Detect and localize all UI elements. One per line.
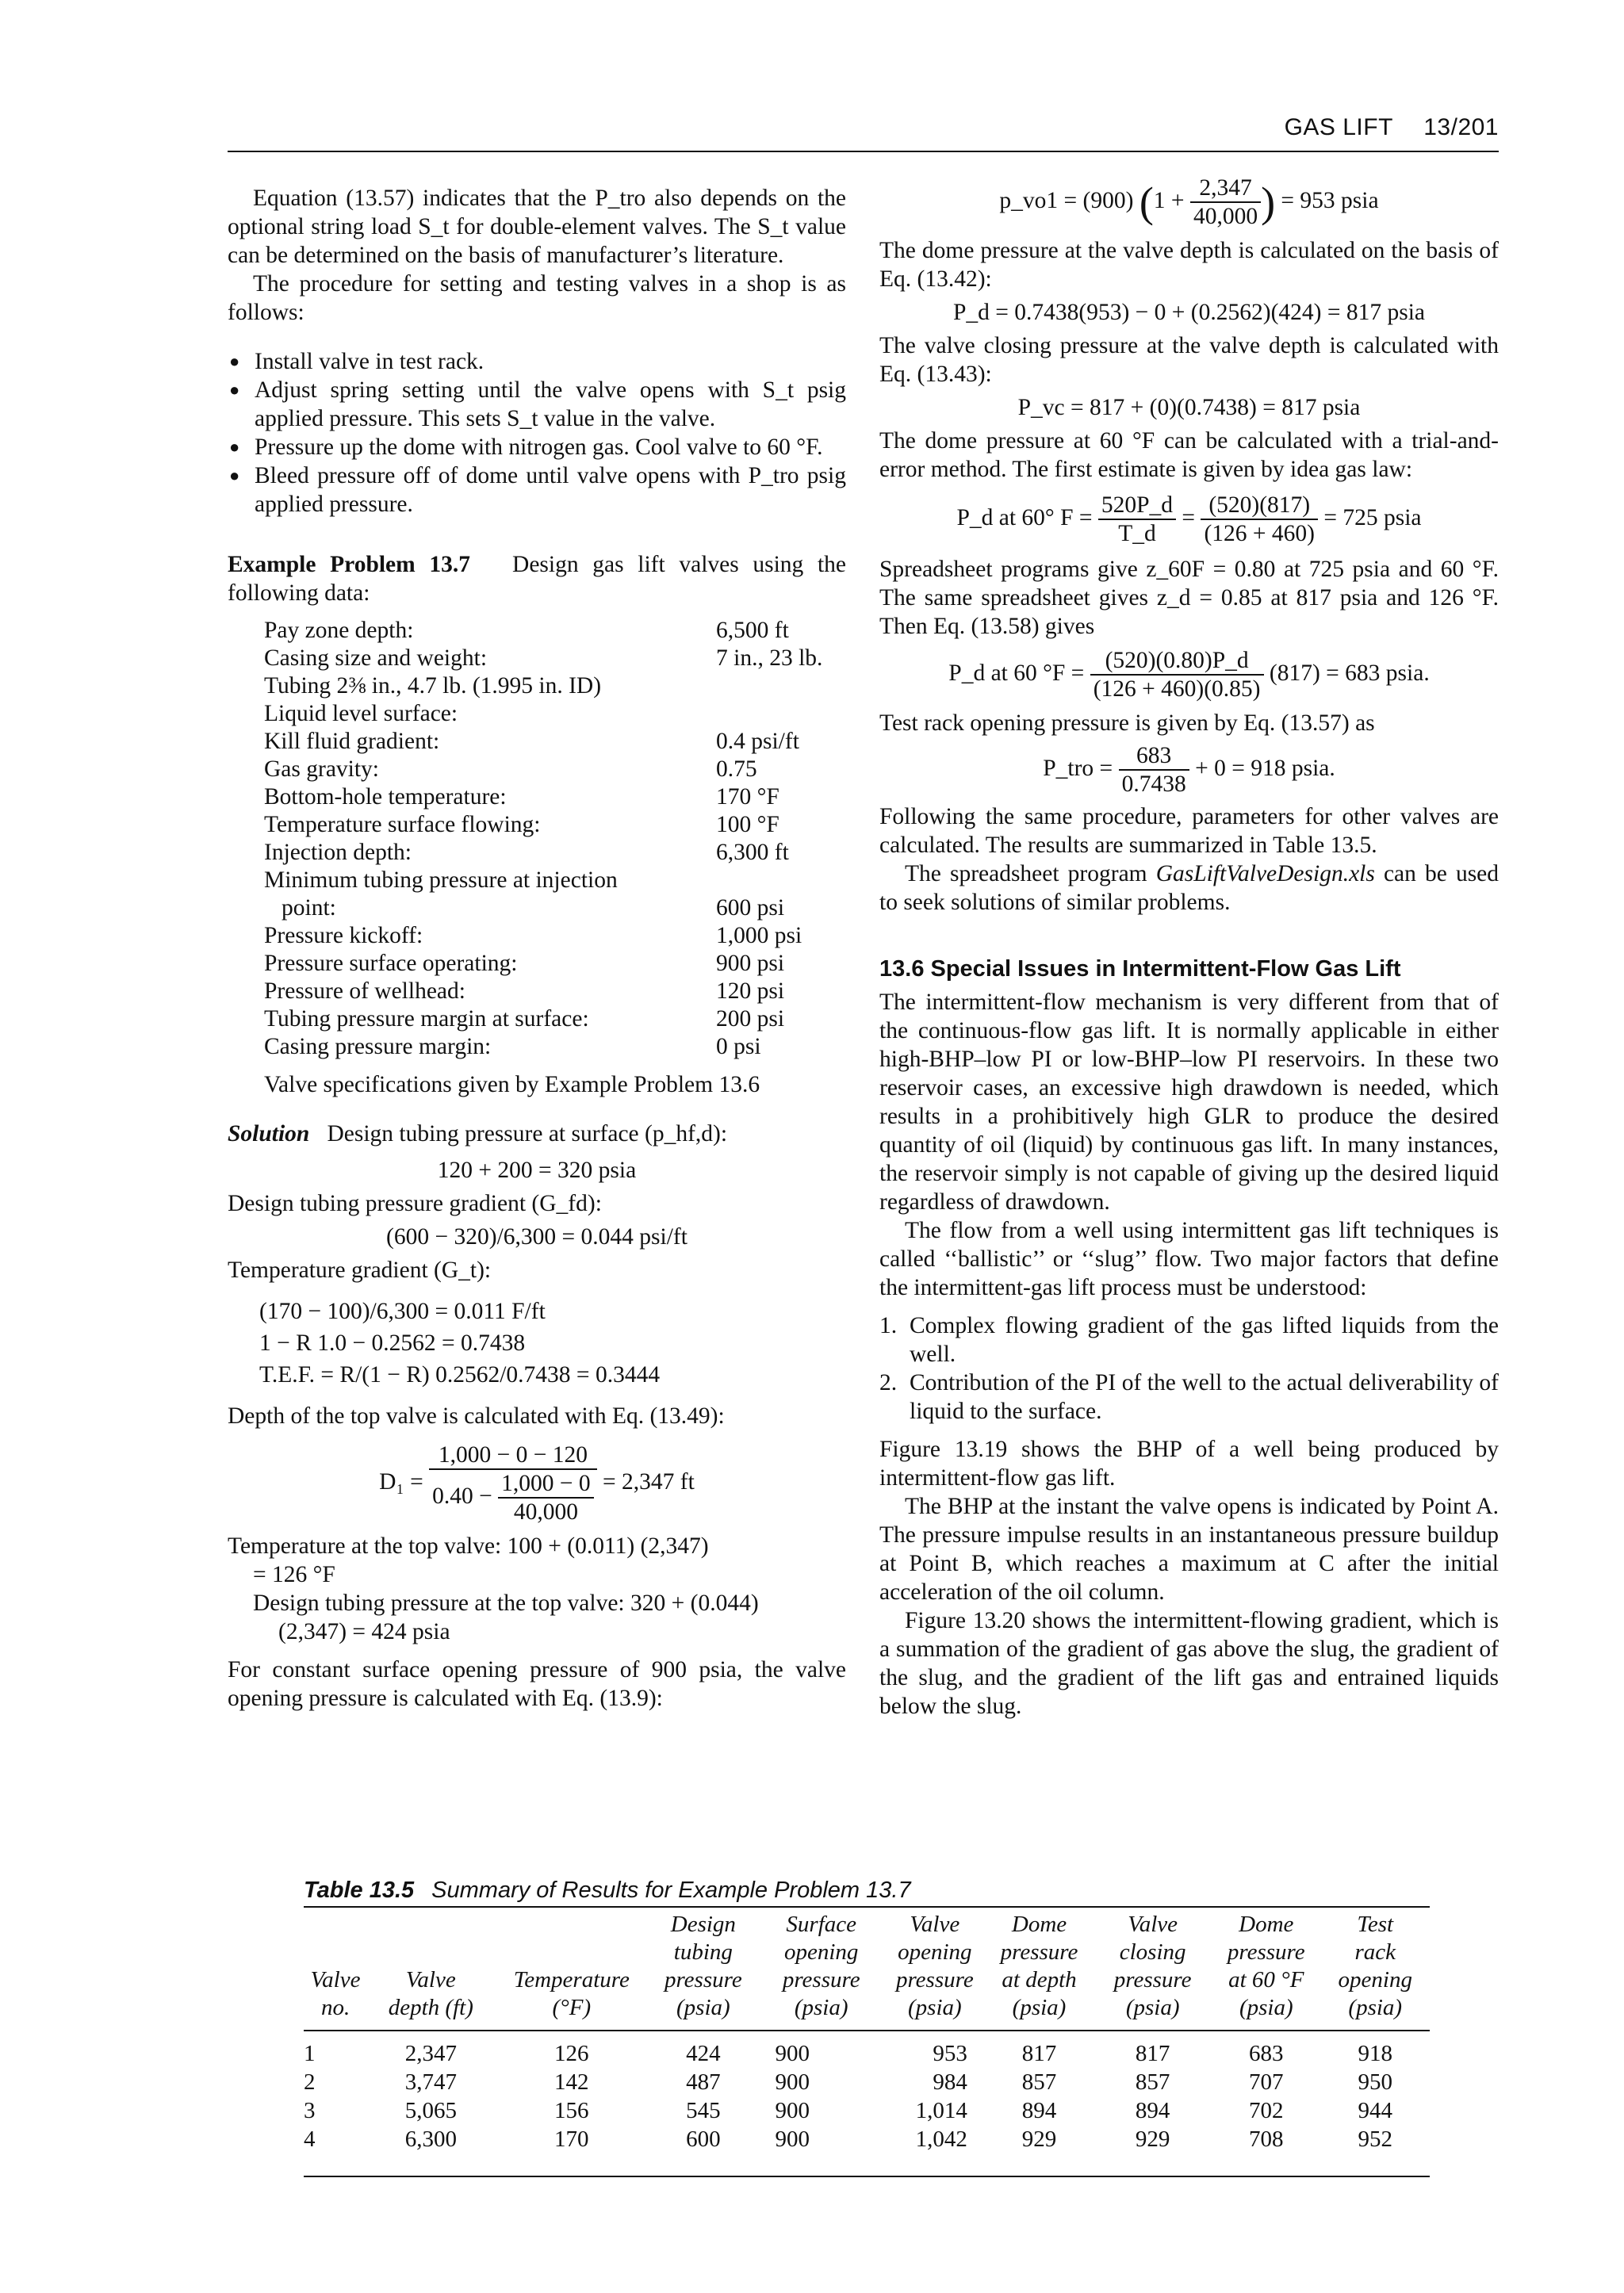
column-header: pressure (1000, 1939, 1078, 1965)
column-header: (°F) (552, 1995, 592, 2020)
equation-result: = 725 psia (1323, 504, 1422, 530)
table-number: Table 13.5 (304, 1878, 415, 1903)
solution-line (228, 1120, 846, 1148)
fraction (1190, 174, 1261, 230)
example-heading (228, 550, 846, 607)
corrected-dome-equation (879, 647, 1499, 702)
column-header: pressure (1227, 1939, 1305, 1965)
given-label: Injection depth: (264, 840, 412, 865)
right-column (879, 175, 1500, 1721)
paragraph: The intermittent-flow mechanism is very different from that of the continuous-flow gas lift. It is normally applicable in either high-BHP–low PI or low-BHP–low PI reservoirs. In these two reservoir cases, an excessive high drawdown is needed, which results in a prohibitively high GLR to produce the desired quantity of oil (liquid) by continuous gas lift. In many instances, the reservoir simply is not capable of giving up the desired liquid regardless of drawdown. (879, 990, 1499, 1215)
numerator: 1,000 − 0 − 120 (429, 1441, 597, 1470)
denominator (429, 1470, 597, 1525)
fraction (1098, 492, 1176, 547)
given-row (264, 867, 851, 894)
equation: 1 − R 1.0 − 0.2562 = 0.7438 (259, 1330, 526, 1356)
equation: P_d = 0.7438(953) − 0 + (0.2562)(424) = 817 psia (952, 300, 1426, 325)
column-header: Dome (1239, 1912, 1294, 1937)
given-label: Tubing 2⅜ in., 4.7 lb. (1.995 in. ID) (264, 673, 602, 699)
paragraph: The dome pressure at 60 °F can be calculated with a trial-and-error method. The first estimate is given by idea gas law: (879, 428, 1499, 482)
solution-text: Design tubing pressure at surface (p_hf,d): (327, 1121, 728, 1146)
given-label: Pressure surface operating: (264, 951, 518, 976)
equation-label: P_tro = (1043, 755, 1113, 781)
table-cell: 950 (1358, 2069, 1392, 2095)
table-cell: 929 (1021, 2126, 1057, 2152)
list-number: 2. (879, 1370, 898, 1395)
equation-label: P_d at 60 °F = (948, 660, 1085, 686)
given-row (264, 728, 851, 756)
table-cell: 156 (554, 2098, 589, 2123)
table-cell: 1 (304, 2041, 316, 2066)
given-value: 600 psi (716, 895, 785, 921)
valve-opening-equation: p_vo1 = (900) (1 + $\frac{2,347}{40,000}$ ) = 953 psia (999, 175, 1379, 229)
given-value: 6,300 ft (716, 840, 789, 865)
spreadsheet-filename: GasLiftValveDesign.xls (1155, 861, 1375, 886)
table-cell: 683 (1249, 2041, 1284, 2066)
section-heading: 13.6 Special Issues in Intermittent-Flow Gas Lift (879, 956, 1401, 982)
column-header: pressure (895, 1967, 974, 1992)
table-row (304, 2039, 1430, 2068)
numerator: 520P_d (1098, 492, 1176, 520)
equation-result: (817) = 683 psia. (1269, 660, 1430, 686)
equation-label: p_vo1 = (900) (999, 187, 1134, 213)
column-header: closing (1119, 1939, 1186, 1965)
table-row (304, 2068, 1430, 2096)
given-label: Casing size and weight: (264, 645, 488, 671)
given-label: Liquid level surface: (264, 701, 458, 726)
paragraph: The dome pressure at the valve depth is calculated on the basis of Eq. (13.42): (879, 238, 1499, 292)
table-header-rule (304, 2030, 1430, 2031)
paragraph: (2,347) = 424 psia (278, 1619, 450, 1644)
column-header: depth (ft) (388, 1995, 473, 2020)
paragraph: The procedure for setting and testing valves in a shop is as follows: (228, 271, 846, 325)
table-cell: 5,065 (404, 2098, 457, 2123)
table-cell: 894 (1021, 2098, 1057, 2123)
paragraph: Figure 13.20 shows the intermittent-flowing gradient, which is a summation of the gradient of gas above the slug, the gradient of the slug, and the gradient of the lift gas and entrained liquids below the slug. (879, 1608, 1499, 1719)
paragraph: Following the same procedure, parameters for other valves are calculated. The results are summarized in Table 13.5. (879, 804, 1499, 858)
table-bottom-rule (304, 2176, 1430, 2177)
paragraph: Design tubing pressure at the top valve: 320 + (0.044) (253, 1591, 759, 1616)
table-cell: 894 (1135, 2098, 1170, 2123)
given-row (264, 672, 851, 700)
given-value: 900 psi (716, 951, 785, 976)
paragraph: = 126 °F (253, 1562, 335, 1587)
given-row (264, 700, 851, 728)
column-header: (psia) (1239, 1995, 1293, 2020)
results-table (304, 1911, 1430, 2153)
header-section: GAS LIFT (1284, 114, 1393, 140)
table-cell: 929 (1135, 2126, 1170, 2152)
table-cell: 984 (933, 2069, 967, 2095)
table-cell: 952 (1358, 2126, 1392, 2152)
given-row (264, 783, 851, 811)
running-header (228, 114, 1499, 152)
table-cell: 857 (1135, 2069, 1170, 2095)
denominator: (126 + 460)(0.85) (1093, 676, 1261, 702)
given-row (264, 1033, 851, 1061)
column-header: rack (1354, 1939, 1396, 1965)
given-value: 0 psi (716, 1034, 761, 1059)
given-value (716, 672, 851, 700)
column-header: opening (1338, 1967, 1412, 1992)
list-text: Complex flowing gradient of the gas lifted liquids from the well. (910, 1313, 1499, 1367)
table-header-row (304, 1911, 1430, 1939)
equation-label: P_d at 60° F = (956, 504, 1093, 530)
table-cell: 707 (1249, 2069, 1284, 2095)
column-header: Valve (1128, 1912, 1178, 1937)
given-value: 0.4 psi/ft (716, 729, 799, 754)
table-cell: 600 (686, 2126, 721, 2152)
depth-equation (228, 1441, 846, 1525)
paragraph: The BHP at the instant the valve opens is indicated by Point A. The pressure impulse results in an instantaneous pressure buildup at Point B, which reaches a maximum at C after the initial acceleration of the oil column. (879, 1494, 1499, 1605)
column-header: Design (670, 1912, 736, 1937)
paragraph: Temperature at the top valve: 100 + (0.011) (2,347) (228, 1533, 709, 1559)
column-header: (psia) (908, 1995, 962, 2020)
column-header (494, 1939, 649, 1966)
example-label: Example Problem 13.7 (228, 552, 471, 577)
numerator: 1,000 − 0 (498, 1470, 594, 1499)
list-text: Contribution of the PI of the well to the actual deliverability of liquid to the surface. (910, 1370, 1499, 1424)
list-item: ● Pressure up the dome with nitrogen gas. Cool valve to 60 °F. (228, 433, 846, 461)
table-cell: 126 (554, 2041, 589, 2066)
list-item: ● Install valve in test rack. (228, 347, 846, 376)
denominator: 0.7438 (1121, 771, 1186, 797)
given-value: 7 in., 23 lb. (716, 645, 823, 671)
column-header: (psia) (1012, 1995, 1067, 2020)
table-cell: 4 (304, 2126, 316, 2152)
given-row (264, 617, 851, 645)
denominator: T_d (1118, 521, 1156, 546)
column-header: no. (320, 1995, 350, 2020)
paragraph: For constant surface opening pressure of 900 psia, the valve opening pressure is calculated with Eq. (13.9): (228, 1657, 846, 1711)
given-value: 100 °F (716, 812, 779, 837)
column-header (367, 1911, 494, 1939)
equation-result: = 2,347 ft (603, 1468, 695, 1495)
given-row (264, 839, 851, 867)
given-row (264, 950, 851, 978)
table-cell: 702 (1249, 2098, 1284, 2123)
given-label: Temperature surface flowing: (264, 812, 541, 837)
paragraph: Design tubing pressure gradient (G_fd): (228, 1191, 602, 1216)
given-row (264, 922, 851, 950)
given-label: Bottom-hole temperature: (264, 784, 507, 810)
numerator: 683 (1119, 742, 1189, 771)
fraction (1119, 742, 1189, 798)
table-header-row (304, 1966, 1430, 1994)
column-header: (psia) (794, 1995, 848, 2020)
left-column (228, 184, 846, 1713)
numerator: 2,347 (1190, 174, 1261, 203)
table-cell: 487 (686, 2069, 721, 2095)
column-header: pressure (1113, 1967, 1192, 1992)
column-header: (psia) (676, 1995, 730, 2020)
table-cell: 953 (933, 2041, 967, 2066)
table-cell: 142 (554, 2069, 589, 2095)
table-row (304, 2125, 1430, 2153)
table-cell: 857 (1021, 2069, 1057, 2095)
list-number: 1. (879, 1313, 898, 1338)
given-label: point: (282, 895, 336, 921)
list-item (879, 1311, 1499, 1369)
column-header: at 60 °F (1228, 1967, 1304, 1992)
list-item (879, 1369, 1499, 1426)
given-value: 6,500 ft (716, 618, 789, 643)
given-label: Pressure kickoff: (264, 923, 423, 948)
given-row (264, 645, 851, 672)
equation: 120 + 200 = 320 psia (437, 1158, 637, 1183)
given-label: Pay zone depth: (264, 618, 414, 643)
denominator: 40,000 (1193, 204, 1258, 229)
paragraph: Depth of the top valve is calculated with Eq. (13.49): (228, 1403, 725, 1429)
column-header (304, 1939, 367, 1966)
paragraph: The spreadsheet program GasLiftValveDesign.xls can be used to seek solutions of similar problems. (879, 861, 1500, 915)
given-row (264, 978, 851, 1005)
given-value (716, 867, 851, 894)
table-cell: 1,042 (915, 2126, 967, 2152)
given-row (264, 811, 851, 839)
table-cell: 900 (775, 2126, 810, 2152)
column-header: at depth (1002, 1967, 1077, 1992)
equation-result: = 953 psia (1281, 187, 1379, 213)
table-cell: 170 (554, 2126, 589, 2152)
numerator: (520)(0.80)P_d (1090, 647, 1264, 676)
column-header: pressure (664, 1967, 742, 1992)
column-header: Dome (1011, 1912, 1067, 1937)
equation: (170 − 100)/6,300 = 0.011 F/ft (259, 1299, 546, 1324)
column-header: tubing (673, 1939, 733, 1965)
table-row (304, 2096, 1430, 2125)
column-header: opening (783, 1939, 859, 1965)
column-header: (psia) (1348, 1995, 1403, 2020)
table-cell: 817 (1021, 2041, 1057, 2066)
given-row (264, 1005, 851, 1033)
equation-result: + 0 = 918 psia. (1195, 755, 1335, 781)
table-cell: 708 (1249, 2126, 1284, 2152)
paragraph: Equation (13.57) indicates that the P_tro also depends on the optional string load S_t for double-element valves. The S_t value can be determined on the basis of manufacturer’s literature. (228, 186, 846, 268)
dome-pressure-equation: P_d at 60° F = $\frac{520P\_d}{T\_d}$ = $\frac{(520)(817)}{(126 + 460)}$ = 725 psia (956, 492, 1422, 546)
denominator: 40,000 (513, 1499, 578, 1525)
table-cell: 900 (775, 2098, 810, 2123)
given-label: Minimum tubing pressure at injection (264, 867, 618, 893)
nested-fraction (498, 1470, 594, 1525)
table-cell: 2,347 (404, 2041, 457, 2066)
list-item: ● Adjust spring setting until the valve opens with S_t psig applied pressure. This sets S_t value in the valve. (228, 376, 846, 433)
table-cell: 817 (1135, 2041, 1170, 2066)
table-cell: 3 (304, 2098, 316, 2123)
table-cell: 6,300 (404, 2126, 457, 2152)
fraction (1201, 492, 1318, 547)
column-header: (psia) (1125, 1995, 1180, 2020)
paragraph: Spreadsheet programs give z_60F = 0.80 at 725 psia and 60 °F. The same spreadsheet gives z_d = 0.85 at 817 psia and 126 °F. Then Eq. (13.58) gives (879, 557, 1499, 639)
column-header: pressure (782, 1967, 860, 1992)
solution-label: Solution (228, 1121, 310, 1146)
column-header: opening (898, 1939, 972, 1965)
equation: P_vc = 817 + (0)(0.7438) = 817 psia (1017, 395, 1361, 420)
table-title: Summary of Results for Example Problem 13.7 (431, 1878, 911, 1903)
denominator: (126 + 460) (1204, 521, 1315, 546)
table-cell: 944 (1358, 2098, 1392, 2123)
column-header: Test (1357, 1912, 1394, 1937)
given-value: 200 psi (716, 1006, 785, 1032)
fraction (429, 1441, 597, 1525)
procedure-list (228, 347, 846, 519)
header-page-number: 13/201 (1423, 114, 1499, 140)
table-cell: 900 (775, 2041, 810, 2066)
test-rack-equation (879, 742, 1499, 798)
table-cell: 1,014 (915, 2098, 967, 2123)
table-header-row (304, 1994, 1430, 2022)
table-cell: 545 (686, 2098, 721, 2123)
given-label: Tubing pressure margin at surface: (264, 1006, 589, 1032)
table-top-rule (304, 1906, 1430, 1908)
table-header-row (304, 1939, 1430, 1966)
given-value: 0.75 (716, 756, 757, 782)
given-value: 170 °F (716, 784, 779, 810)
given-label: Pressure of wellhead: (264, 978, 465, 1004)
equation: T.E.F. = R/(1 − R) 0.2562/0.7438 = 0.3444 (259, 1362, 661, 1388)
column-header: Valve (310, 1967, 361, 1992)
given-label: Casing pressure margin: (264, 1034, 492, 1059)
column-header: Temperature (513, 1967, 630, 1992)
paragraph: The valve closing pressure at the valve depth is calculated with Eq. (13.43): (879, 333, 1499, 387)
numerator: (520)(817) (1201, 492, 1318, 520)
given-label: Gas gravity: (264, 756, 380, 782)
valve-spec-note: Valve specifications given by Example Problem 13.6 (264, 1072, 760, 1097)
table-cell: 424 (686, 2041, 721, 2066)
column-header (304, 1911, 367, 1939)
given-row (264, 894, 851, 922)
given-data-table (264, 617, 851, 1061)
given-row (264, 756, 851, 783)
given-value: 120 psi (716, 978, 785, 1004)
list-item: ● Bleed pressure off of dome until valve opens with P_tro psig applied pressure. (228, 461, 846, 519)
given-value (716, 700, 851, 728)
paragraph: Temperature gradient (G_t): (228, 1258, 492, 1283)
fraction (1090, 647, 1264, 702)
paragraph: Test rack opening pressure is given by Eq. (13.57) as (879, 710, 1375, 736)
column-header (494, 1911, 649, 1939)
given-value: 1,000 psi (716, 923, 802, 948)
table-cell: 918 (1358, 2041, 1392, 2066)
column-header: Valve (405, 1967, 456, 1992)
table-cell: 900 (775, 2069, 810, 2095)
equation: (600 − 320)/6,300 = 0.044 psi/ft (386, 1224, 688, 1250)
equation-term: 1 + (1153, 187, 1185, 213)
factor-list (879, 1311, 1499, 1426)
paragraph: The flow from a well using intermittent gas lift techniques is called ‘‘ballistic’’ or ‘‘slug’’ flow. Two major factors that define the intermittent-gas lift process must be understood: (879, 1218, 1499, 1300)
column-header: Surface (786, 1912, 856, 1937)
table-cell: 2 (304, 2069, 316, 2095)
equation-label: D₁ = (379, 1468, 423, 1495)
table-caption (304, 1878, 911, 1904)
given-label: Kill fluid gradient: (264, 729, 440, 754)
paragraph: Figure 13.19 shows the BHP of a well being produced by intermittent-flow gas lift. (879, 1437, 1499, 1491)
table-cell: 3,747 (404, 2069, 457, 2095)
column-header (367, 1939, 494, 1966)
denominator-text: 0.40 − (432, 1483, 492, 1509)
example-text: Design gas lift valves using the following data: (228, 552, 847, 606)
column-header: Valve (910, 1912, 960, 1937)
